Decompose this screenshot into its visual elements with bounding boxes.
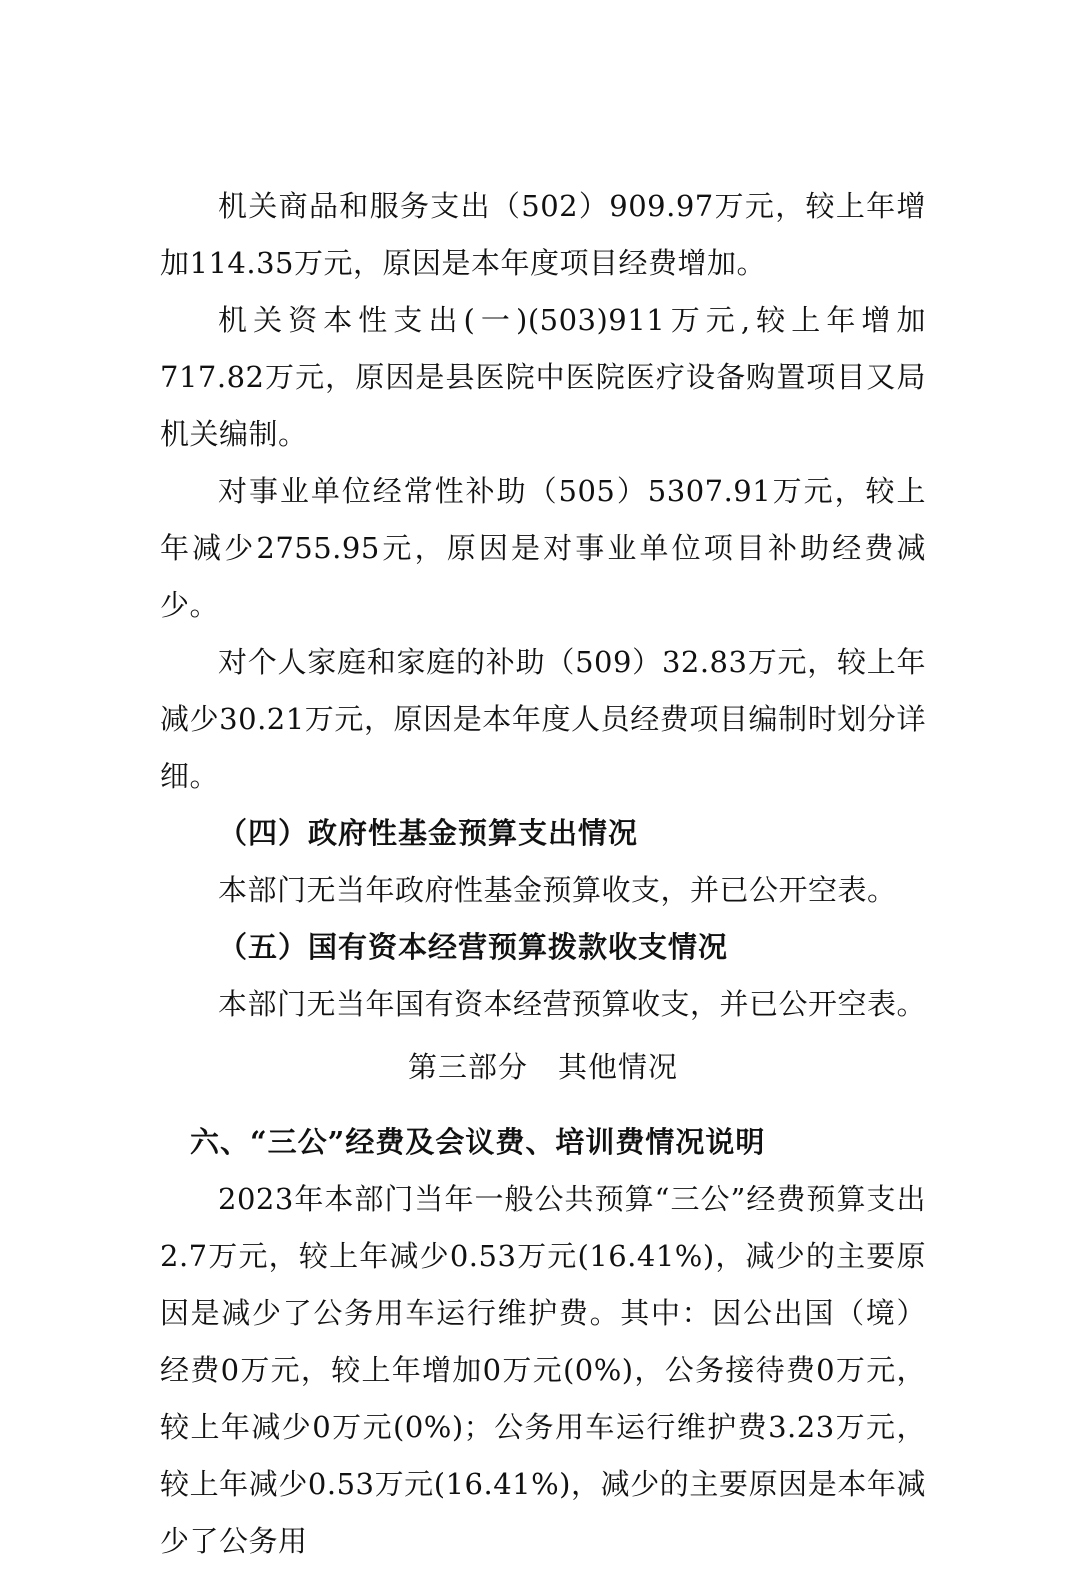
- section-six-heading: 六、“三公”经费及会议费、培训费情况说明: [190, 1125, 766, 1159]
- section-five-heading: （五）国有资本经营预算拨款收支情况: [218, 930, 729, 964]
- paragraph-goods-services: 机关商品和服务支出（502）909.97万元，较上年增加114.35万元，原因是本年度项目经费增加。: [160, 189, 926, 280]
- section-four-heading: （四）政府性基金预算支出情况: [218, 816, 639, 850]
- paragraph-household-subsidy: 对个人家庭和家庭的补助（509）32.83万元，较上年减少30.21万元，原因是本年度人员经费项目编制时划分详细。: [160, 645, 926, 793]
- section-four-body: 本部门无当年政府性基金预算收支，并已公开空表。: [218, 873, 897, 907]
- paragraph-capital-expenditure: 机关资本性支出(一)(503)911万元,较上年增加717.82万元，原因是县医院中医院医疗设备购置项目又局机关编制。: [160, 303, 926, 451]
- section-five-body: 本部门无当年国有资本经营预算收支，并已公开空表。: [218, 987, 927, 1021]
- part-three-title: 第三部分 其他情况: [407, 1050, 678, 1084]
- paragraph-institution-subsidy: 对事业单位经常性补助（505）5307.91万元，较上年减少2755.95元，原因是对事业单位项目补助经费减少。: [160, 474, 926, 622]
- section-six-body: 2023年本部门当年一般公共预算“三公”经费预算支出2.7万元，较上年减少0.53万元(16.41%)，减少的主要原因是减少了公务用车运行维护费。其中：因公出国（境）经费0万元，较上年增加0万元(0%)，公务接待费0万元，较上年减少0万元(0%)；公务用车运行维护费3.23万元，较上年减少0.53万元(16.41%)，减少的主要原因是本年减少了公务用: [160, 1182, 926, 1558]
- document-body: [160, 178, 926, 1570]
